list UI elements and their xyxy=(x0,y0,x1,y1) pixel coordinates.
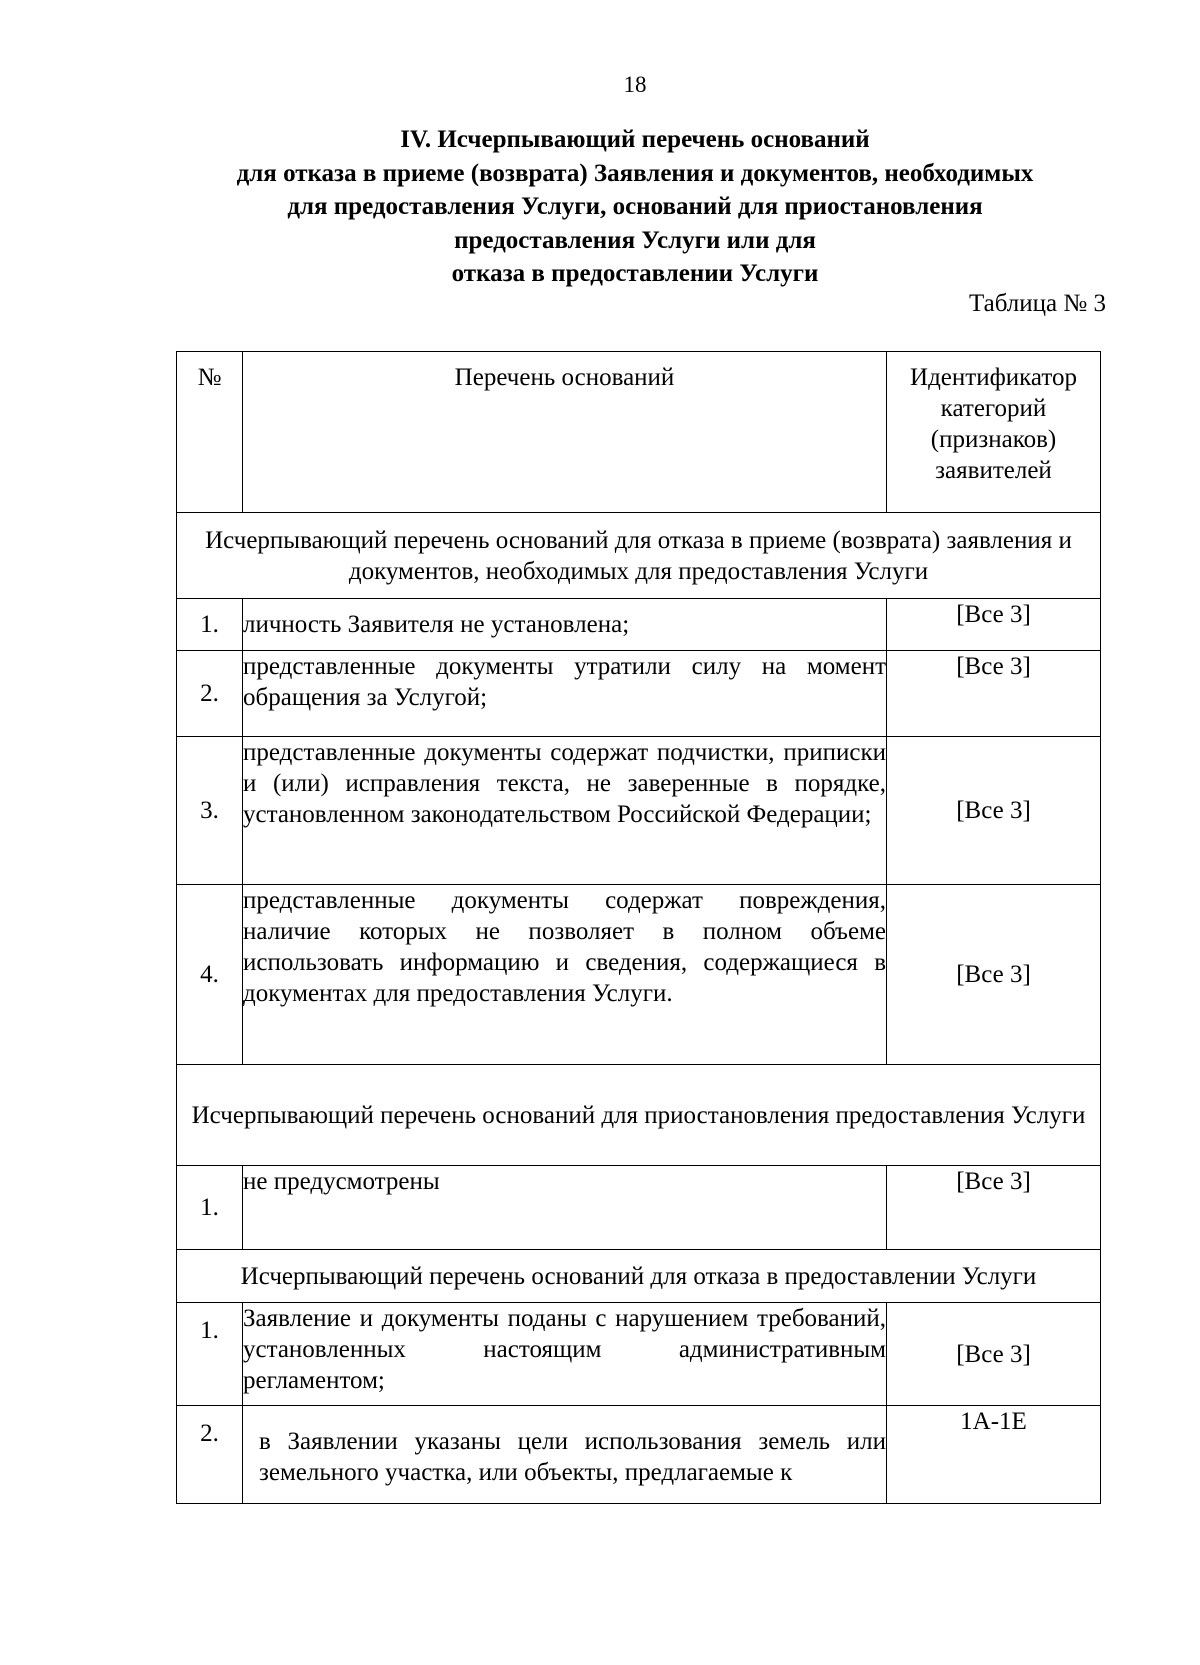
row-reason: представленные документы утратили силу на момент обращения за Услугой; xyxy=(243,651,887,737)
row-category-id: [Все 3] xyxy=(887,737,1101,885)
row-reason: Заявление и документы поданы с нарушением требований, установленных настоящим административным регламентом; xyxy=(243,1303,887,1406)
row-category-id: 1А-1Е xyxy=(887,1406,1101,1504)
row-reason: в Заявлении указаны цели использования земель или земельного участка, или объекты, предлагаемые к xyxy=(243,1406,887,1504)
section-heading xyxy=(130,123,1140,291)
row-category-id: [Все 3] xyxy=(887,599,1101,651)
row-reason: представленные документы содержат подчистки, приписки и (или) исправления текста, не заверенные в порядке, установленном законодательством Российской Федерации; xyxy=(243,737,887,885)
table-row xyxy=(177,1166,1101,1250)
page-number: 18 xyxy=(623,72,647,97)
row-category-id: [Все 3] xyxy=(887,1166,1101,1250)
section-title-refusal-of-service: Исчерпывающий перечень оснований для отказа в предоставлении Услуги xyxy=(177,1250,1101,1303)
header-reasons: Перечень оснований xyxy=(243,352,887,513)
table-label: Таблица № 3 xyxy=(968,290,1106,317)
row-category-id: [Все 3] xyxy=(887,1303,1101,1406)
section-row xyxy=(177,1250,1101,1303)
heading-line: IV. Исчерпывающий перечень оснований xyxy=(400,126,870,153)
row-category-id: [Все 3] xyxy=(887,651,1101,737)
heading-line: отказа в предоставлении Услуги xyxy=(451,260,819,287)
row-reason: личность Заявителя не установлена; xyxy=(243,599,887,651)
row-number: 2. xyxy=(177,651,243,737)
table-row xyxy=(177,737,1101,885)
section-row xyxy=(177,513,1101,599)
header-number: № xyxy=(177,352,243,513)
section-title-suspension: Исчерпывающий перечень оснований для приостановления предоставления Услуги xyxy=(177,1065,1101,1166)
row-number: 3. xyxy=(177,737,243,885)
table-row xyxy=(177,1406,1101,1504)
section-title-refusal-of-acceptance: Исчерпывающий перечень оснований для отказа в приеме (возврата) заявления и документов, необходимых для предоставления Услуги xyxy=(177,513,1101,599)
row-reason: не предусмотрены xyxy=(243,1166,887,1250)
header-applicant-category-id: Идентификатор категорий (признаков) заявителей xyxy=(887,352,1101,513)
table-row xyxy=(177,651,1101,737)
heading-line: предоставления Услуги или для xyxy=(454,226,816,254)
row-category-id: [Все 3] xyxy=(887,885,1101,1065)
table-row xyxy=(177,1303,1101,1406)
row-number: 1. xyxy=(177,599,243,651)
heading-line: для отказа в приеме (возврата) Заявления и документов, необходимых xyxy=(236,159,1034,187)
section-row xyxy=(177,1065,1101,1166)
table-row xyxy=(177,599,1101,651)
row-number: 1. xyxy=(177,1166,243,1250)
heading-line: для предоставления Услуги, оснований для приостановления xyxy=(287,193,983,220)
grounds-table xyxy=(176,351,1101,1504)
row-number: 4. xyxy=(177,885,243,1065)
row-number: 2. xyxy=(177,1406,243,1504)
row-number: 1. xyxy=(177,1303,243,1406)
row-reason: представленные документы содержат повреждения, наличие которых не позволяет в полном объеме использовать информацию и сведения, содержащиеся в документах для предоставления Услуги. xyxy=(243,885,887,1065)
table-header-row xyxy=(177,352,1101,513)
table-row xyxy=(177,885,1101,1065)
